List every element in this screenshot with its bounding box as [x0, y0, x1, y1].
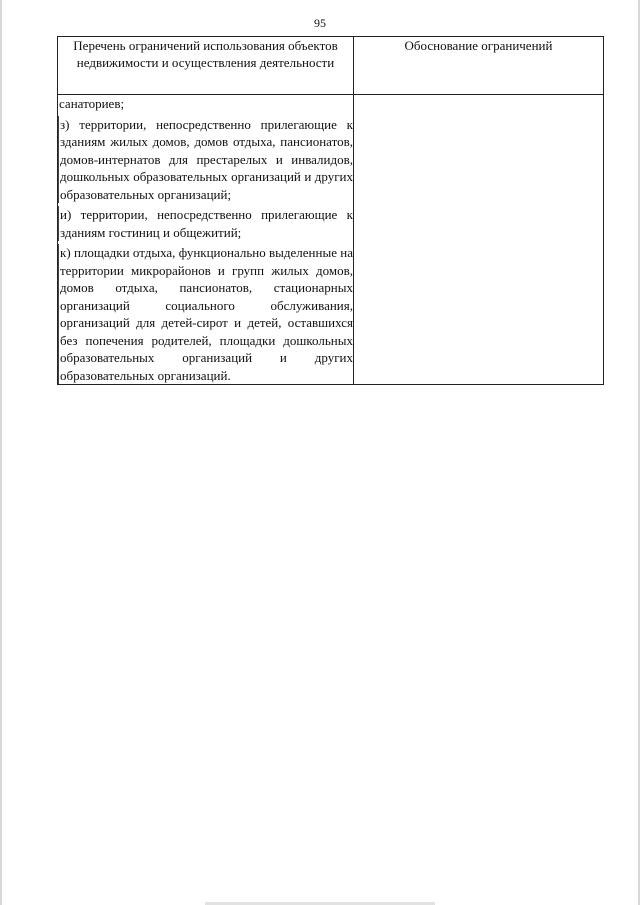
list-item: и) территории, непосредственно прилегающие к зданиям гостиниц и общежитий;	[60, 207, 353, 240]
list-item: санаториев;	[59, 96, 125, 111]
restrictions-table	[57, 36, 604, 385]
table-header-row	[58, 37, 604, 95]
justification-cell	[354, 95, 604, 385]
table-row	[58, 95, 604, 385]
header-restrictions-list: Перечень ограничений использования объектов недвижимости и осуществления деятельности	[58, 37, 354, 95]
header-justification: Обоснование ограничений	[354, 37, 604, 95]
page-number: 95	[314, 16, 326, 30]
page-edge-left	[0, 0, 2, 905]
list-item: з) территории, непосредственно прилегающие к зданиям жилых домов, домов отдыха, пансионатов, домов-интернатов для престарелых и инвалидов, дошкольных образовательных организаций и других образовательных организаций;	[60, 116, 353, 202]
restrictions-cell	[58, 95, 354, 385]
list-item: к) площадки отдыха, функционально выделенные на территории микрорайонов и групп жилых домов, домов отдыха, пансионатов, стационарных организаций социального обслуживания, организаций для детей-сирот и детей, оставшихся без попечения родителей, площадки дошкольных образовательных организаций и других образовательных организаций.	[60, 245, 353, 383]
